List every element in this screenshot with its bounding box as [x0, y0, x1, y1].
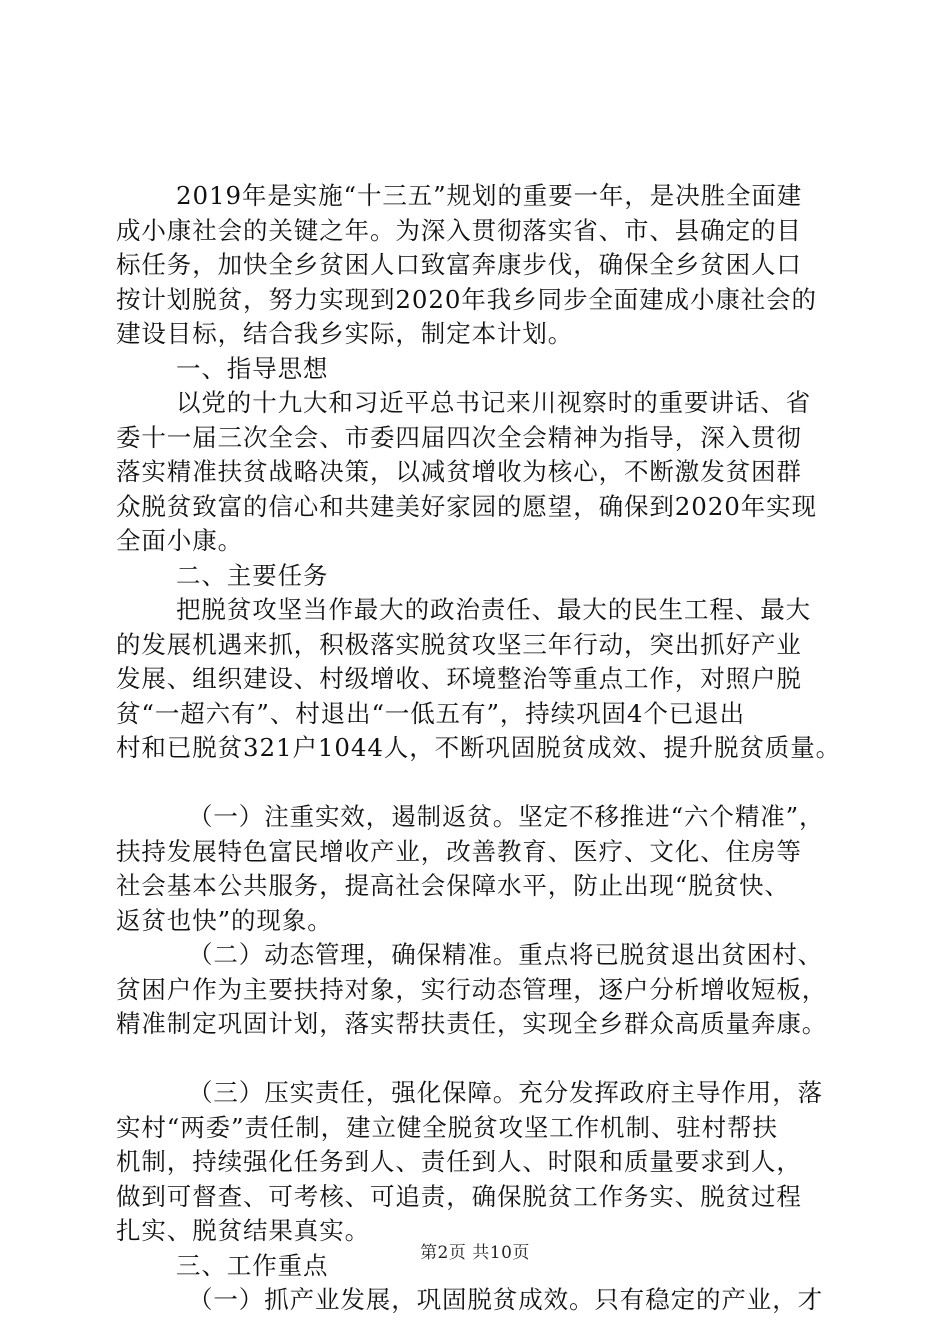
document-body	[116, 179, 842, 1318]
subsection-one-line-4: 返贫也快”的现象。	[116, 905, 333, 935]
subsection-two-line-3: 精准制定巩固计划，落实帮扶责任，实现全乡群众高质量奔康。	[116, 1009, 828, 1038]
subsection-two-line-1: （二）动态管理，确保精准。重点将已脱贫退出贫困村、	[188, 940, 823, 969]
subsection-one-line-2: 扶持发展特色富民增收产业，改善教育、医疗、文化、住房等	[116, 836, 802, 866]
paragraph-intro-line-4: 按计划脱贫，努力实现到2020年我乡同步全面建成小康社会的	[116, 284, 817, 314]
paragraph-tasks-line-2: 的发展机遇来抓，积极落实脱贫攻坚三年行动，突出抓好产业	[116, 629, 802, 659]
subsection-one-line-3: 社会基本公共服务，提高社会保障水平，防止出现“脱贫快、	[116, 871, 790, 900]
subsection-industry-line-1: （一）抓产业发展，巩固脱贫成效。只有稳定的产业，才	[188, 1285, 823, 1314]
section-heading-guiding-thought: 一、指导思想	[176, 353, 329, 383]
paragraph-gap	[116, 766, 836, 801]
paragraph-tasks-line-1: 把脱贫攻坚当作最大的政治责任、最大的民生工程、最大	[176, 595, 811, 624]
paragraph-intro-line-2: 成小康社会的关键之年。为深入贯彻落实省、市、县确定的目	[116, 215, 802, 245]
paragraph-guiding-line-4: 众脱贫致富的信心和共建美好家园的愿望，确保到2020年实现	[116, 491, 817, 521]
paragraph-guiding-line-1: 以党的十九大和习近平总书记来川视察时的重要讲话、省	[176, 388, 811, 417]
subsection-three-line-1: （三）压实责任，强化保障。充分发挥政府主导作用，落	[188, 1078, 823, 1107]
paragraph-intro-line-3: 标任务，加快全乡贫困人口致富奔康步伐，确保全乡贫困人口	[116, 250, 802, 279]
subsection-three-line-5: 扎实、脱贫结果真实。	[116, 1216, 370, 1245]
paragraph-guiding-line-5: 全面小康。	[116, 526, 243, 555]
paragraph-intro-line-1: 2019年是实施“十三五”规划的重要一年，是决胜全面建	[176, 181, 803, 210]
page-footer: 第2页 共10页	[420, 1243, 530, 1263]
paragraph-tasks-line-4: 贫“一超六有”、村退出“一低五有”，持续巩固4个已退出	[116, 698, 745, 728]
subsection-two-line-2: 贫困户作为主要扶持对象，实行动态管理，逐户分析增收短板，	[116, 974, 828, 1004]
paragraph-gap	[116, 1042, 836, 1077]
paragraph-guiding-line-3: 落实精准扶贫战略决策，以减贫增收为核心，不断激发贫困群	[116, 457, 802, 486]
paragraph-tasks-line-3: 发展、组织建设、村级增收、环境整治等重点工作，对照户脱	[116, 664, 802, 693]
subsection-three-line-4: 做到可督查、可考核、可追责，确保脱贫工作务实、脱贫过程	[116, 1181, 802, 1211]
subsection-three-line-3: 机制，持续强化任务到人、责任到人、时限和质量要求到人，	[116, 1147, 802, 1176]
paragraph-guiding-line-2: 委十一届三次全会、市委四届四次全会精神为指导，深入贯彻	[116, 422, 802, 452]
paragraph-intro-line-5: 建设目标，结合我乡实际，制定本计划。	[116, 319, 574, 348]
section-heading-work-focus: 三、工作重点	[176, 1250, 329, 1280]
subsection-one-line-1: （一）注重实效，遏制返贫。坚定不移推进“六个精准”，	[188, 802, 825, 831]
paragraph-tasks-line-5: 村和已脱贫321户1044人，不断巩固脱贫成效、提升脱贫质量。	[116, 733, 842, 762]
section-heading-main-tasks: 二、主要任务	[176, 560, 329, 590]
subsection-three-line-2: 实村“两委”责任制，建立健全脱贫攻坚工作机制、驻村帮扶	[116, 1112, 778, 1142]
